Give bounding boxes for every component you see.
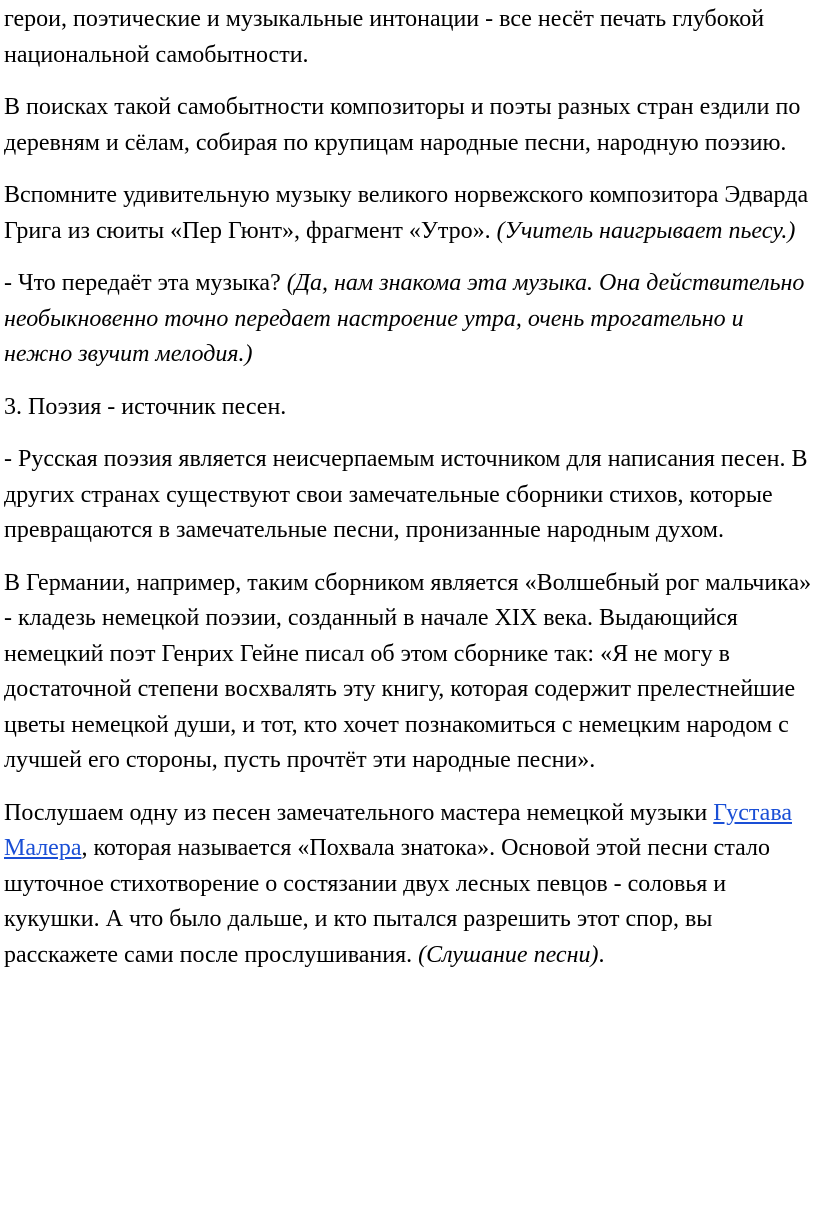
paragraph-grieg (4, 178, 812, 249)
section-heading: 3. Поэзия - источник песен. (4, 393, 287, 420)
teacher-plays-note: (Учитель наигрывает пьесу.) (496, 217, 796, 244)
paragraph-mahler (4, 796, 812, 974)
question-text: - Что передаёт эта музыка? (4, 270, 287, 296)
document-page (0, 2, 816, 1214)
mahler-link[interactable]: Густава Малера (4, 799, 792, 861)
mahler-text-after: , которая называется «Похвала знатока». Основой этой песни стало шуточное стихотворение о состязании двух лесных певцов - соловья и кукушки. А что было дальше, и кто пытался разрешить этот спор, вы расскажете сами после прослушивания. (4, 835, 770, 968)
paragraph-poetry: - Русская поэзия является неисчерпаемым источником для написания песен. В других странах существуют свои замечательные сборники стихов, которые превращаются в замечательные песни, пронизанные народным духом. (4, 446, 808, 543)
paragraph-intro: герои, поэтические и музыкальные интонации - все несёт печать глубокой национальной самобытности. (4, 6, 765, 68)
mahler-text-end: . (598, 941, 605, 968)
listening-note: (Слушание песни) (418, 941, 599, 968)
answer-note: (Да, нам знакома эта музыка. Она действительно необыкновенно точно передает настроение утра, очень трогательно и нежно звучит мелодия.) (4, 270, 805, 367)
paragraph-question (4, 266, 812, 373)
mahler-text-before: Послушаем одну из песен замечательного мастера немецкой музыки (4, 799, 714, 826)
paragraph-search: В поисках такой самобытности композиторы и поэты разных стран ездили по деревням и сёлам, собирая по крупицам народные песни, народную поэзию. (4, 94, 801, 156)
paragraph-germany: В Германии, например, таким сборником является «Волшебный рог мальчика» - кладезь немецкой поэзии, созданный в начале XIX века. Выдающийся немецкий поэт Генрих Гейне писал об этом сборнике так: «Я не могу в достаточной степени восхвалять эту книгу, которая содержит прелестнейшие цветы немецкой души, и тот, кто хочет познакомиться с немецким народом с лучшей его стороны, пусть прочтёт эти народные песни». (4, 569, 812, 773)
paragraph-grieg-text: Вспомните удивительную музыку великого норвежского композитора Эдварда Грига из сюиты «Пер Гюнт», фрагмент «Утро». (4, 182, 809, 244)
